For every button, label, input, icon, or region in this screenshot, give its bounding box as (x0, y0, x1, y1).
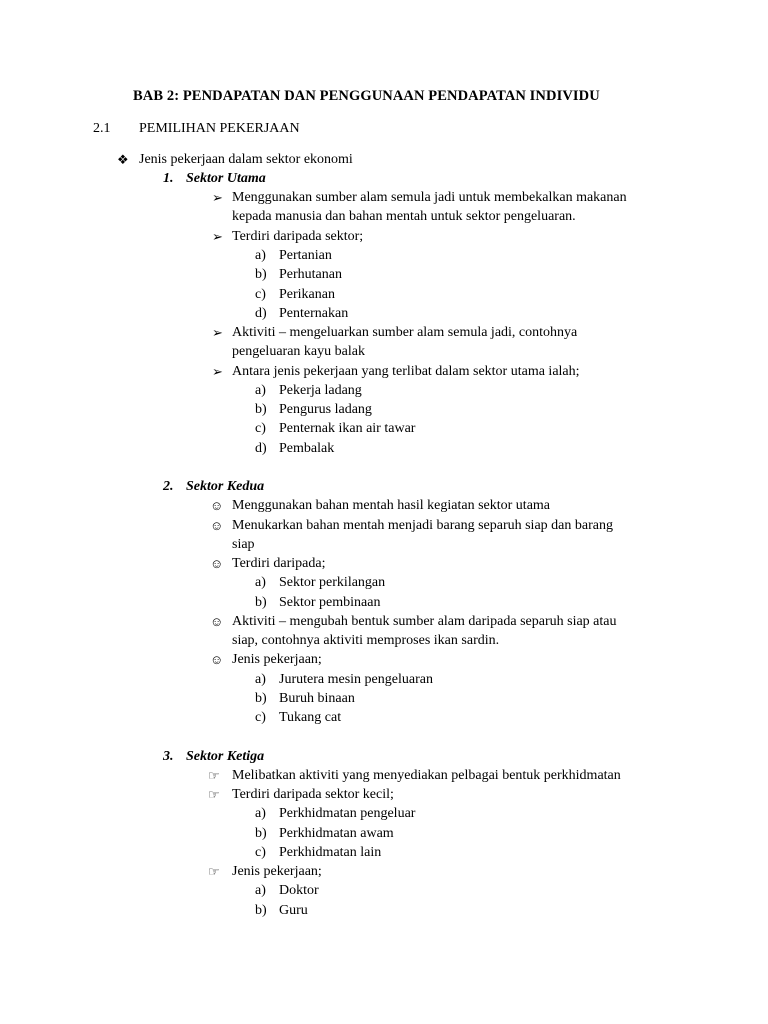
list-letter: d) (255, 441, 267, 456)
sektor1-heading: Sektor Utama (186, 171, 266, 186)
chapter-title: BAB 2: PENDAPATAN DAN PENGGUNAAN PENDAPATAN INDIVIDU (133, 88, 600, 104)
sektor1-point3-line2: pengeluaran kayu balak (232, 344, 365, 359)
arrow-bullet-icon: ➢ (212, 190, 223, 205)
list-item: Doktor (279, 883, 319, 898)
list-letter: b) (255, 402, 267, 417)
list-item: Pengurus ladang (279, 402, 372, 417)
list-item: Perkhidmatan pengeluar (279, 806, 416, 821)
section-title: PEMILIHAN PEKERJAAN (139, 121, 300, 136)
list-letter: b) (255, 595, 267, 610)
sektor1-point3-line1: Aktiviti – mengeluarkan sumber alam semula jadi, contohnya (232, 325, 578, 340)
list-item: Penternak ikan air tawar (279, 421, 416, 436)
arrow-bullet-icon: ➢ (212, 229, 223, 244)
arrow-bullet-icon: ➢ (212, 325, 223, 340)
topic-text: Jenis pekerjaan dalam sektor ekonomi (139, 152, 353, 167)
list-letter: a) (255, 383, 266, 398)
list-letter: b) (255, 826, 267, 841)
sektor3-heading: Sektor Ketiga (186, 749, 265, 764)
arrow-bullet-icon: ➢ (212, 364, 223, 379)
list-letter: c) (255, 287, 266, 302)
sektor2-number: 2. (163, 479, 174, 494)
list-letter: c) (255, 710, 266, 725)
list-item: Tukang cat (279, 710, 342, 725)
sektor2-point2-line2: siap (232, 537, 255, 552)
sektor2-point4-line2: siap, contohnya aktiviti memproses ikan sardin. (232, 633, 500, 648)
smiley-bullet-icon: ☺ (210, 498, 224, 513)
list-letter: a) (255, 806, 266, 821)
smiley-bullet-icon: ☺ (210, 614, 224, 629)
sektor1-point2: Terdiri daripada sektor; (232, 229, 364, 244)
list-item: Perkhidmatan lain (279, 845, 382, 860)
list-letter: a) (255, 883, 266, 898)
sektor3-point2: Terdiri daripada sektor kecil; (232, 787, 394, 802)
list-item: Penternakan (279, 306, 349, 321)
list-item: Buruh binaan (279, 691, 355, 706)
list-letter: a) (255, 575, 266, 590)
list-item: Perikanan (279, 287, 335, 302)
list-item: Guru (279, 903, 308, 918)
pointing-hand-bullet-icon: ☞ (208, 768, 220, 783)
pointing-hand-bullet-icon: ☞ (208, 787, 220, 802)
sektor2-heading: Sektor Kedua (186, 479, 265, 494)
sektor1-point1-line2: kepada manusia dan bahan mentah untuk sektor pengeluaran. (232, 209, 576, 224)
smiley-bullet-icon: ☺ (210, 556, 224, 571)
sektor2-point1: Menggunakan bahan mentah hasil kegiatan sektor utama (232, 498, 551, 513)
sektor1-point4: Antara jenis pekerjaan yang terlibat dalam sektor utama ialah; (232, 364, 580, 379)
sektor3-point3: Jenis pekerjaan; (232, 864, 322, 879)
list-item: Pertanian (279, 248, 332, 263)
list-letter: a) (255, 248, 266, 263)
list-letter: c) (255, 421, 266, 436)
list-letter: b) (255, 903, 267, 918)
section-number: 2.1 (93, 121, 111, 136)
sektor1-point1-line1: Menggunakan sumber alam semula jadi untuk membekalkan makanan (232, 190, 627, 205)
sektor3-point1: Melibatkan aktiviti yang menyediakan pelbagai bentuk perkhidmatan (232, 768, 621, 783)
list-letter: b) (255, 267, 267, 282)
list-item: Perhutanan (279, 267, 342, 282)
diamond-bullet-icon: ❖ (117, 152, 129, 167)
list-letter: d) (255, 306, 267, 321)
pointing-hand-bullet-icon: ☞ (208, 864, 220, 879)
list-item: Jurutera mesin pengeluaran (279, 672, 433, 687)
list-item: Pekerja ladang (279, 383, 362, 398)
smiley-bullet-icon: ☺ (210, 652, 224, 667)
list-letter: c) (255, 845, 266, 860)
list-item: Pembalak (279, 441, 335, 456)
smiley-bullet-icon: ☺ (210, 518, 224, 533)
sektor2-point2-line1: Menukarkan bahan mentah menjadi barang separuh siap dan barang (232, 518, 613, 533)
list-letter: b) (255, 691, 267, 706)
sektor2-point3: Terdiri daripada; (232, 556, 326, 571)
sektor2-point4-line1: Aktiviti – mengubah bentuk sumber alam daripada separuh siap atau (232, 614, 617, 629)
list-letter: a) (255, 672, 266, 687)
sektor1-number: 1. (163, 171, 174, 186)
list-item: Sektor perkilangan (279, 575, 386, 590)
sektor2-point5: Jenis pekerjaan; (232, 652, 322, 667)
sektor3-number: 3. (163, 749, 174, 764)
list-item: Sektor pembinaan (279, 595, 381, 610)
list-item: Perkhidmatan awam (279, 826, 394, 841)
